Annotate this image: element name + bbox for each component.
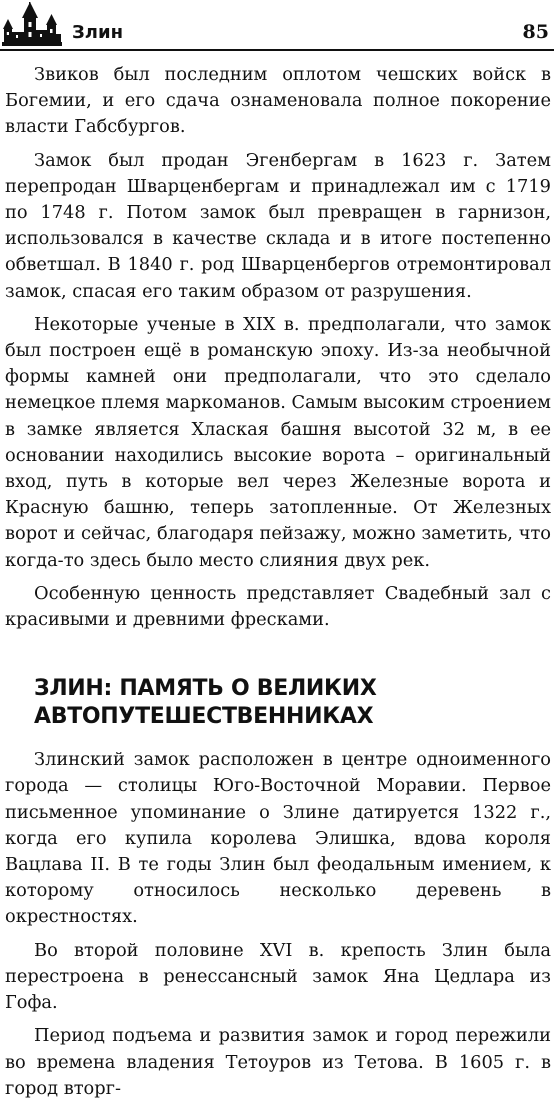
section-heading-line: ЗЛИН: ПАМЯТЬ О ВЕЛИКИХ xyxy=(34,676,377,702)
running-title: Злин xyxy=(72,22,124,43)
paragraph: Замок был продан Эгенбергам в 1623 г. Затем перепродан Шварценбергам и принадлежал им с 1719 по 1748 г. Потом замок был превращен в гарнизон, использовался в качестве склада и в итоге постепенно обветшал. В 1840 г. род Шварценбергов отремонтировал замок, спасая его таким образом от разрушения. xyxy=(5,149,551,302)
paragraph: Особенную ценность представляет Свадебный зал с красивыми и древними фресками. xyxy=(5,582,551,631)
section-heading-line: АВТОПУТЕШЕСТВЕННИКАХ xyxy=(34,704,374,730)
page-body xyxy=(5,62,551,1109)
paragraph: Во второй половине XVI в. крепость Злин была перестроена в ренессансный замок Яна Цедлара из Гофа. xyxy=(5,939,551,1014)
paragraph: Звиков был последним оплотом чешских войск в Богемии, и его сдача ознаменовала полное покорение власти Габсбургов. xyxy=(5,64,551,138)
page-header xyxy=(0,0,554,54)
paragraph: Некоторые ученые в XIX в. предполагали, что замок был построен ещё в романскую эпоху. Из-за необычной формы камней они предполагали, что это сделало немецкое племя маркоманов. Самым высоким строением в замке является Хласкaя башня высотой 32 м, в ее основании находились высокие ворота – оригинальный вход, путь в которые вел через Железные ворота и Красную башню, теперь затопленные. От Железных ворот и сейчас, благодаря пейзажу, можно заметить, что когда-то здесь было место слияния двух рек. xyxy=(5,313,551,571)
castle-icon xyxy=(2,2,62,48)
header-divider xyxy=(0,49,554,51)
section-heading xyxy=(5,675,551,731)
page-number: 85 xyxy=(522,21,549,43)
paragraph: Период подъема и развития замок и город пережили во времена владения Тетоуров из Тетова. В 1605 г. в город вторг- xyxy=(5,1025,551,1099)
paragraph: Злинский замок расположен в центре одноименного города — столицы Юго-Восточной Моравии. Первое письменное упоминание о Злине датируется 1322 г., когда его купила королева Элишка, вдова короля Вацлава II. В те годы Злин был феодальным имением, к которому относилось несколько деревень в окрестностях. xyxy=(5,749,551,928)
